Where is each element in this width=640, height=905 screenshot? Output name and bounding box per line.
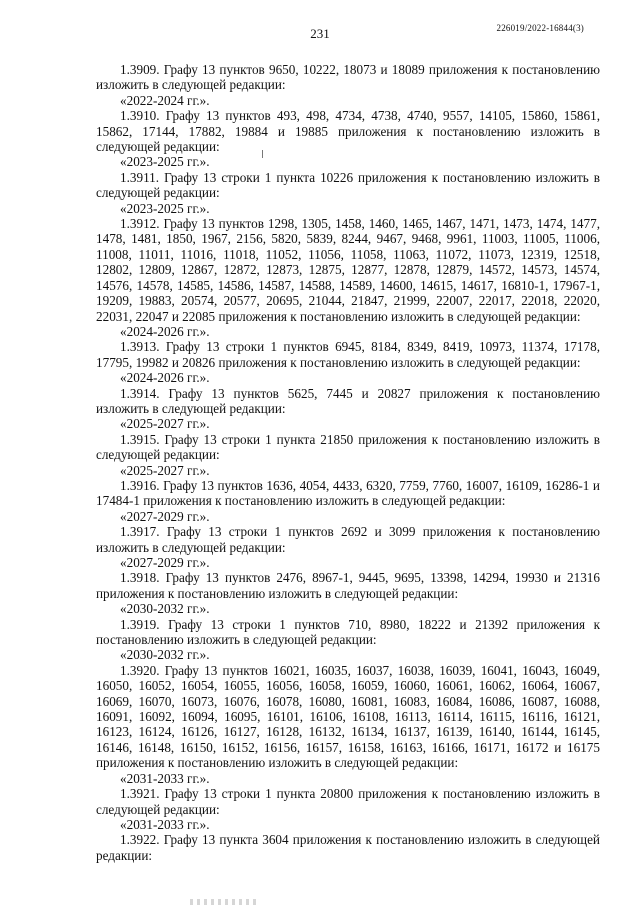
paragraph-1-3912: 1.3912. Графу 13 пунктов 1298, 1305, 1458, 1460, 1465, 1467, 1471, 1473, 1474, 1477, 1478, 1481, 1850, 1967, 2156, 5820, 5839, 8244, 9467, 9468, 9961, 11003, 11005, 11006, 11008, 11011, 11016, 11018, 11052, 11056, 11058, 11063, 11072, 11073, 12319, 12518, 12802, 12809, 12867, 12872, 12873, 12875, 12877, 12878, 12879, 14572, 14573, 14574, 14576, 14578, 14585, 14586, 14587, 14588, 14589, 14600, 14615, 14617, 16810-1, 17967-1, 19209, 19883, 20574, 20577, 20695, 21044, 21847, 21999, 22007, 22017, 22018, 22020, 22031, 22047 и 22085 приложения к постановлению изложить в следующей редакции:: [96, 216, 600, 324]
quote-1-3914: «2025-2027 гг.».: [120, 416, 210, 432]
document-body: [96, 62, 600, 863]
paragraph-1-3919: 1.3919. Графу 13 строки 1 пунктов 710, 8980, 18222 и 21392 приложения к постановлению изложить в следующей редакции:: [96, 616, 600, 648]
document-id: 226019/2022-16844(3): [496, 23, 584, 33]
paragraph-1-3915: 1.3915. Графу 13 строки 1 пункта 21850 приложения к постановлению изложить в следующей редакции:: [96, 431, 600, 463]
quote-1-3915: «2025-2027 гг.».: [120, 462, 210, 478]
quote-1-3910: «2023-2025 гг.».: [120, 154, 210, 170]
quote-1-3920: «2031-2033 гг.».: [120, 770, 210, 786]
quote-1-3917: «2027-2029 гг.».: [120, 555, 210, 570]
paragraph-1-3913: 1.3913. Графу 13 строки 1 пунктов 6945, 8184, 8349, 8419, 10973, 11374, 17178, 17795, 19982 и 20826 приложения к постановлению изложить в следующей редакции:: [96, 339, 600, 370]
quote-1-3912: «2024-2026 гг.».: [120, 323, 210, 339]
paragraph-1-3921: 1.3921. Графу 13 строки 1 пункта 20800 приложения к постановлению изложить в следующей редакции:: [96, 786, 600, 817]
scan-artifact: [190, 899, 260, 905]
paragraph-1-3914: 1.3914. Графу 13 пунктов 5625, 7445 и 20827 приложения к постановлению изложить в следующей редакции:: [96, 385, 600, 416]
paragraph-1-3922: 1.3922. Графу 13 пункта 3604 приложения к постановлению изложить в следующей редакции:: [96, 832, 600, 863]
quote-1-3913: «2024-2026 гг.».: [120, 370, 210, 386]
quote-1-3909: «2022-2024 гг.».: [120, 92, 210, 108]
paragraph-1-3910: 1.3910. Графу 13 пунктов 493, 498, 4734, 4738, 4740, 9557, 14105, 15860, 15861, 15862, 17144, 17882, 19884 и 19885 приложения к постановлению изложить в следующей редакции:: [96, 108, 600, 155]
paragraph-1-3917: 1.3917. Графу 13 строки 1 пунктов 2692 и 3099 приложения к постановлению изложить в следующей редакции:: [96, 524, 600, 555]
quote-1-3911: «2023-2025 гг.».: [120, 200, 210, 216]
paragraph-1-3911: 1.3911. Графу 13 строки 1 пункта 10226 приложения к постановлению изложить в следующей редакции:: [96, 169, 600, 201]
paragraph-1-3909: 1.3909. Графу 13 пунктов 9650, 10222, 18073 и 18089 приложения к постановлению изложить в следующей редакции:: [96, 62, 600, 93]
paragraph-1-3920: 1.3920. Графу 13 пунктов 16021, 16035, 16037, 16038, 16039, 16041, 16043, 16049, 16050, 16052, 16054, 16055, 16056, 16058, 16059, 16060, 16061, 16062, 16064, 16067, 16069, 16070, 16073, 16076, 16078, 16080, 16081, 16083, 16084, 16086, 16087, 16088, 16091, 16092, 16094, 16095, 16101, 16106, 16108, 16113, 16114, 16115, 16116, 16121, 16123, 16124, 16126, 16127, 16128, 16132, 16134, 16137, 16139, 16140, 16144, 16145, 16146, 16148, 16150, 16152, 16156, 16157, 16158, 16163, 16166, 16171, 16172 и 16175 приложения к постановлению изложить в следующей редакции:: [96, 662, 600, 771]
paragraph-1-3918: 1.3918. Графу 13 пунктов 2476, 8967-1, 9445, 9695, 13398, 14294, 19930 и 21316 приложения к постановлению изложить в следующей редакции:: [96, 570, 600, 601]
quote-1-3916: «2027-2029 гг.».: [120, 508, 210, 524]
quote-1-3918: «2030-2032 гг.».: [120, 601, 210, 617]
page-number: 231: [310, 26, 330, 41]
paragraph-1-3916: 1.3916. Графу 13 пунктов 1636, 4054, 4433, 6320, 7759, 7760, 16007, 16109, 16286-1 и 17484-1 приложения к постановлению изложить в следующей редакции:: [96, 477, 600, 509]
quote-1-3921: «2031-2033 гг.».: [120, 816, 210, 832]
quote-1-3919: «2030-2032 гг.».: [120, 647, 210, 663]
